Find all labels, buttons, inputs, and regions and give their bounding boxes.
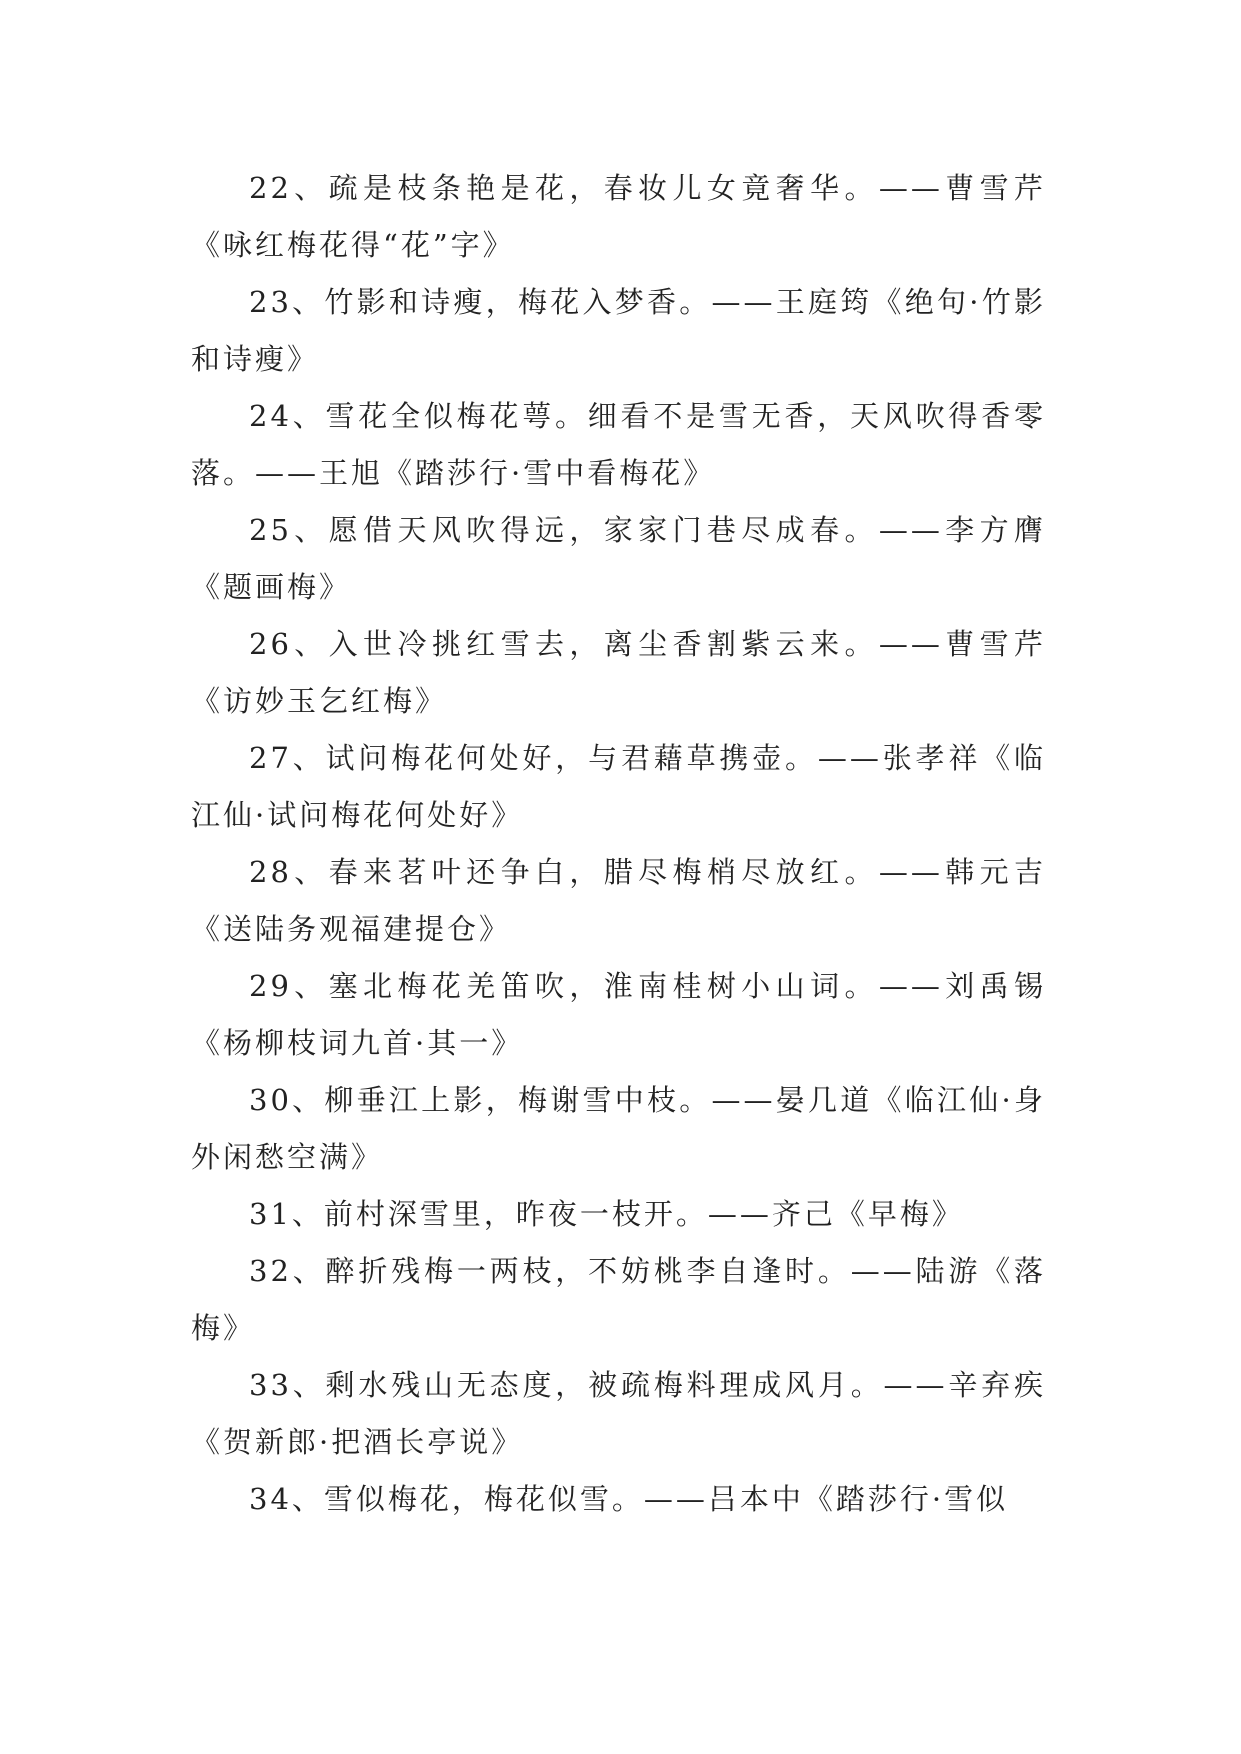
quote-paragraph-23: 23、竹影和诗瘦，梅花入梦香。——王庭筠《绝句·竹影和诗瘦》 (191, 285, 1046, 376)
quote-paragraph-26: 26、入世冷挑红雪去，离尘香割紫云来。——曹雪芹《访妙玉乞红梅》 (191, 627, 1046, 718)
quote-paragraph-29: 29、塞北梅花羌笛吹，淮南桂树小山词。——刘禹锡《杨柳枝词九首·其一》 (191, 969, 1046, 1060)
quote-paragraph-28: 28、春来茗叶还争白，腊尽梅梢尽放红。——韩元吉《送陆务观福建提仓》 (191, 855, 1046, 946)
quote-paragraph-31: 31、前村深雪里，昨夜一枝开。——齐己《早梅》 (249, 1197, 964, 1231)
quote-paragraph-25: 25、愿借天风吹得远，家家门巷尽成春。——李方膺《题画梅》 (191, 513, 1046, 604)
quote-paragraph-34: 34、雪似梅花，梅花似雪。——吕本中《踏莎行·雪似 (249, 1482, 1009, 1516)
quote-paragraph-22: 22、疏是枝条艳是花，春妆儿女竟奢华。——曹雪芹《咏红梅花得“花”字》 (191, 171, 1046, 262)
quote-paragraph-32: 32、醉折残梅一两枝，不妨桃李自逢时。——陆游《落梅》 (191, 1254, 1046, 1345)
quote-paragraph-24: 24、雪花全似梅花萼。细看不是雪无香，天风吹得香零落。——王旭《踏莎行·雪中看梅花》 (191, 399, 1046, 490)
poem-quote-list (191, 160, 1046, 1528)
quote-paragraph-33: 33、剩水残山无态度，被疏梅料理成风月。——辛弃疾《贺新郎·把酒长亭说》 (191, 1368, 1046, 1459)
quote-paragraph-27: 27、试问梅花何处好，与君藉草携壶。——张孝祥《临江仙·试问梅花何处好》 (191, 741, 1046, 832)
quote-paragraph-30: 30、柳垂江上影，梅谢雪中枝。——晏几道《临江仙·身外闲愁空满》 (191, 1083, 1046, 1174)
